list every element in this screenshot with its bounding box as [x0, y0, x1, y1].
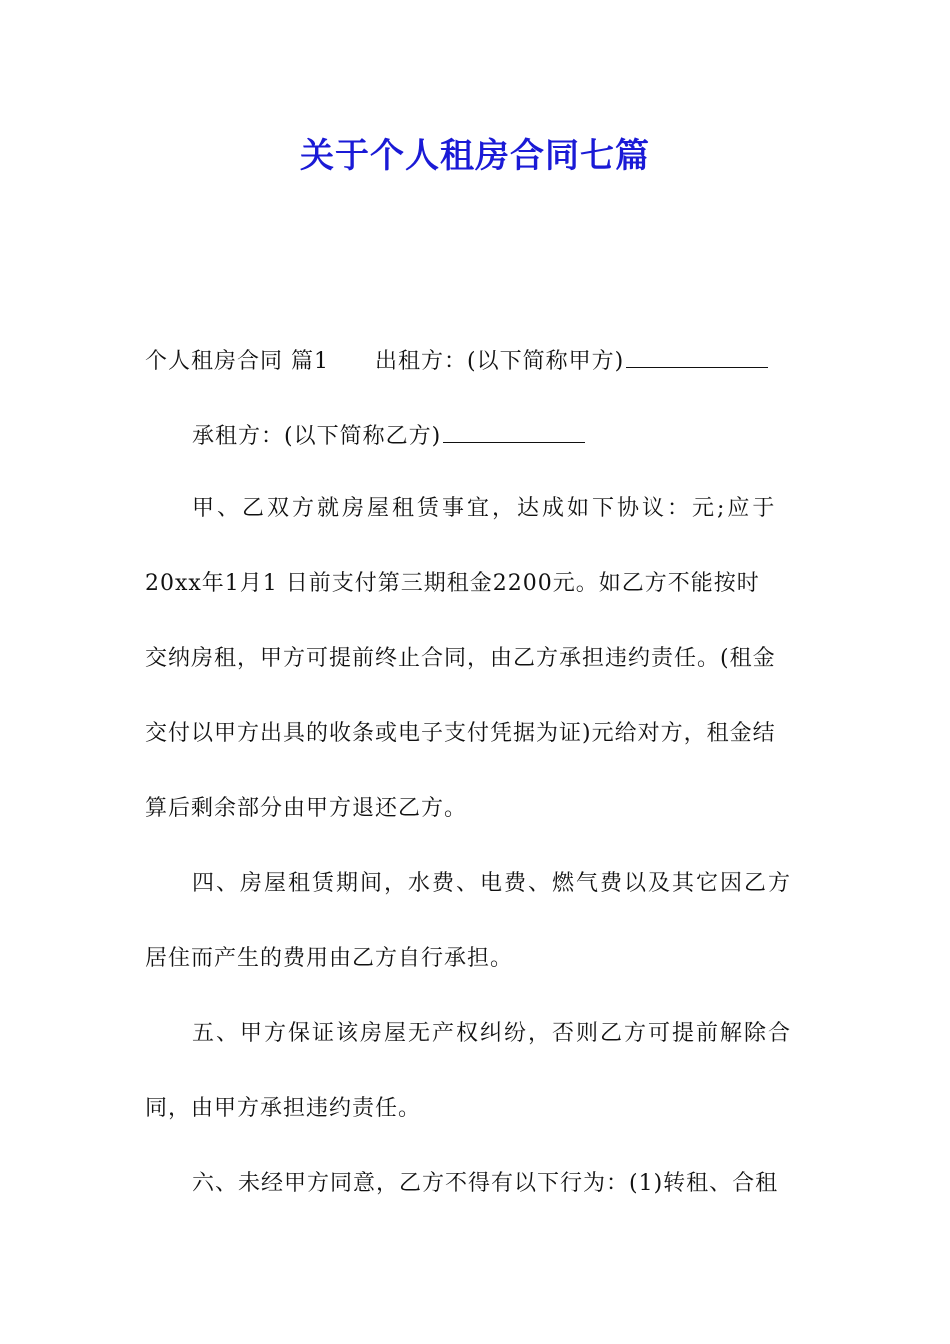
paragraph-line: 算后剩余部分由甲方退还乙方。	[145, 796, 468, 821]
section-label: 个人租房合同 篇1	[145, 349, 329, 374]
paragraph-line: 四、房屋租赁期间，水费、电费、燃气费以及其它因乙方	[192, 871, 793, 896]
lessor-label: 出租方：(以下简称甲方)	[375, 349, 625, 374]
paragraph-line: 同，由甲方承担违约责任。	[145, 1096, 422, 1121]
document-title: 关于个人租房合同七篇	[300, 136, 650, 176]
paragraph-line: 六、未经甲方同意，乙方不得有以下行为：(1)转租、合租	[192, 1171, 779, 1196]
paragraph-line: 居住而产生的费用由乙方自行承担。	[145, 946, 514, 971]
paragraph-line: 20xx年1月1 日前支付第三期租金2200元。如乙方不能按时	[145, 571, 760, 596]
paragraph-line: 五、甲方保证该房屋无产权纠纷，否则乙方可提前解除合	[192, 1021, 793, 1046]
paragraph-line: 交付以甲方出具的收条或电子支付凭据为证)元给对方，租金结	[145, 721, 776, 746]
lessor-blank	[626, 345, 768, 368]
lessee-label: 承租方：(以下简称乙方)	[192, 424, 442, 449]
header-line	[145, 345, 810, 377]
lessee-blank	[443, 420, 585, 443]
paragraph-line: 交纳房租，甲方可提前终止合同，由乙方承担违约责任。(租金	[145, 646, 776, 671]
paragraph-line: 甲、乙双方就房屋租赁事宜，达成如下协议：元;应于	[192, 496, 778, 521]
lessee-line	[145, 420, 857, 452]
